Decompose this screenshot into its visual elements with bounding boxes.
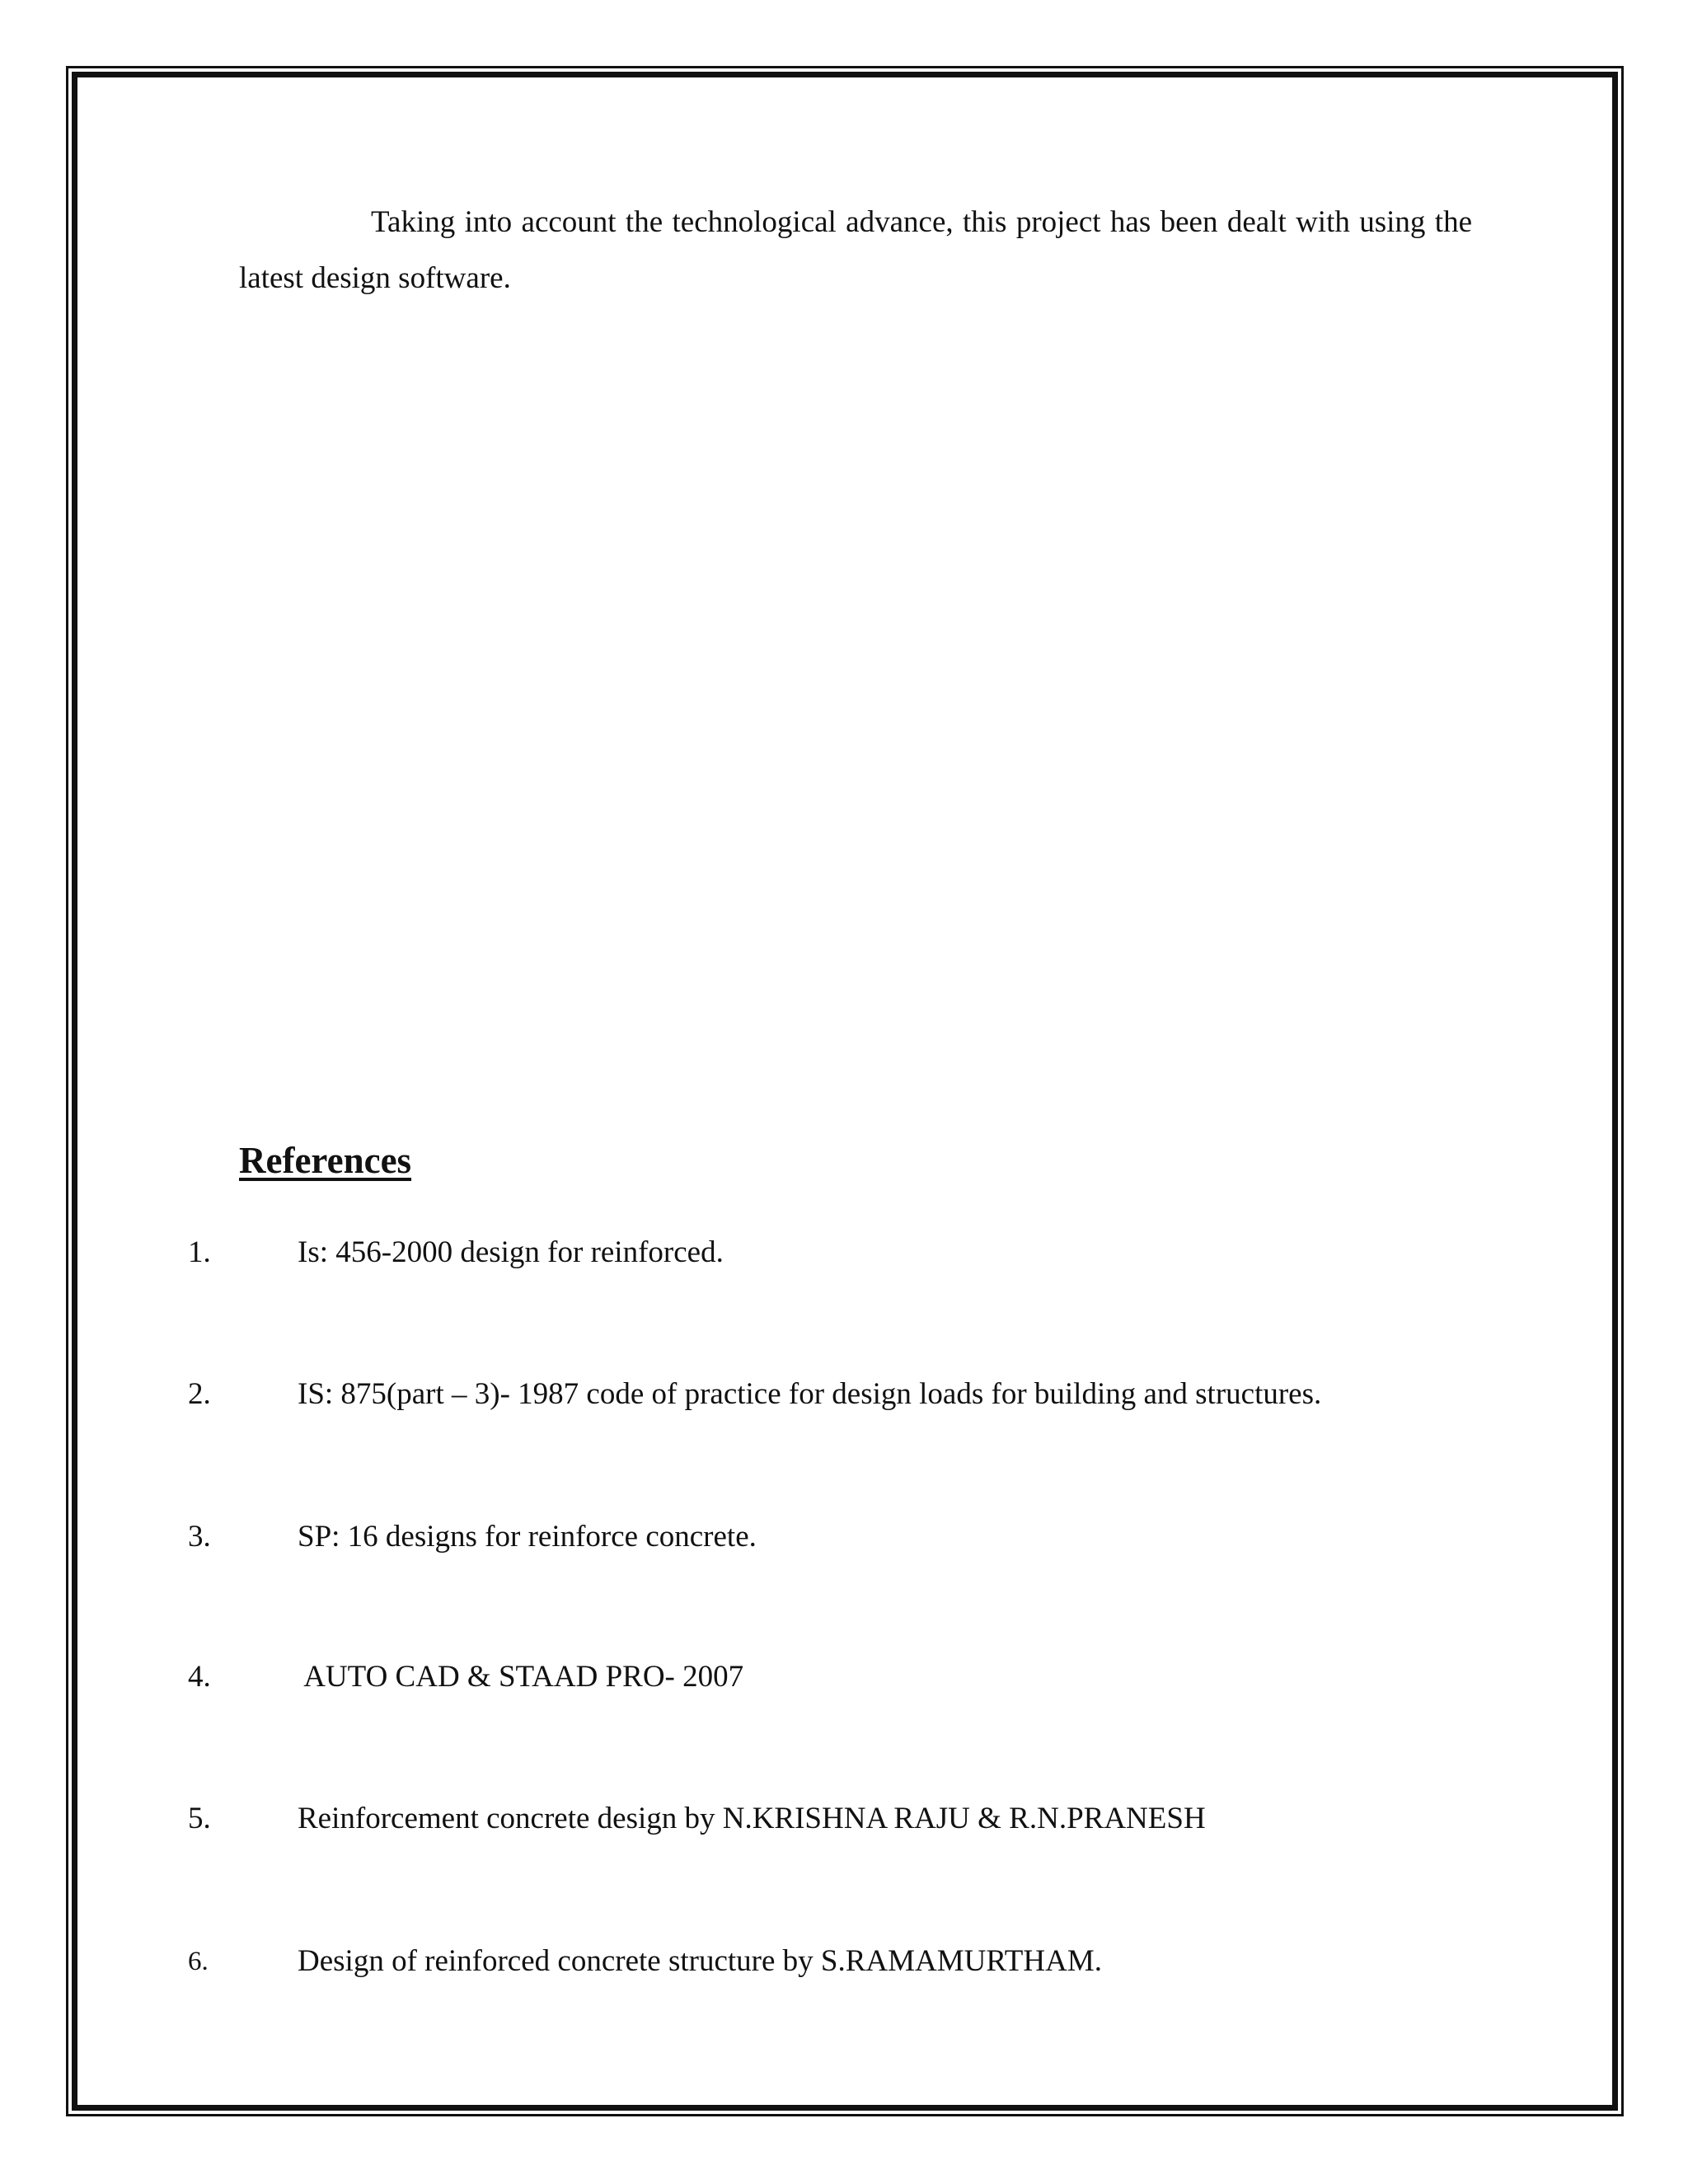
reference-number: 3. bbox=[188, 1520, 211, 1554]
reference-item-6 bbox=[188, 1937, 1556, 1986]
reference-item-1 bbox=[188, 1228, 1556, 1277]
reference-item-5 bbox=[188, 1794, 1556, 1844]
reference-item-4 bbox=[188, 1652, 1556, 1702]
reference-text: AUTO CAD & STAAD PRO- 2007 bbox=[298, 1660, 744, 1694]
reference-text: Reinforcement concrete design by N.KRISHNA RAJU & R.N.PRANESH bbox=[298, 1802, 1206, 1835]
reference-text: IS: 875(part – 3)- 1987 code of practice for design loads for building and structures. bbox=[298, 1377, 1322, 1411]
reference-item-3 bbox=[188, 1512, 1556, 1562]
reference-text: SP: 16 designs for reinforce concrete. bbox=[298, 1520, 757, 1554]
reference-number: 4. bbox=[188, 1660, 211, 1694]
reference-number: 6. bbox=[188, 1947, 209, 1976]
intro-paragraph: Taking into account the technological advance, this project has been dealt with using the latest design software. bbox=[239, 205, 1472, 295]
reference-item-2 bbox=[188, 1370, 1556, 1419]
reference-number: 1. bbox=[188, 1235, 211, 1269]
reference-number: 5. bbox=[188, 1802, 211, 1835]
references-heading: References bbox=[239, 1140, 412, 1181]
reference-text: Is: 456-2000 design for reinforced. bbox=[298, 1235, 724, 1269]
reference-number: 2. bbox=[188, 1377, 211, 1411]
reference-text: Design of reinforced concrete structure by S.RAMAMURTHAM. bbox=[298, 1944, 1103, 1978]
